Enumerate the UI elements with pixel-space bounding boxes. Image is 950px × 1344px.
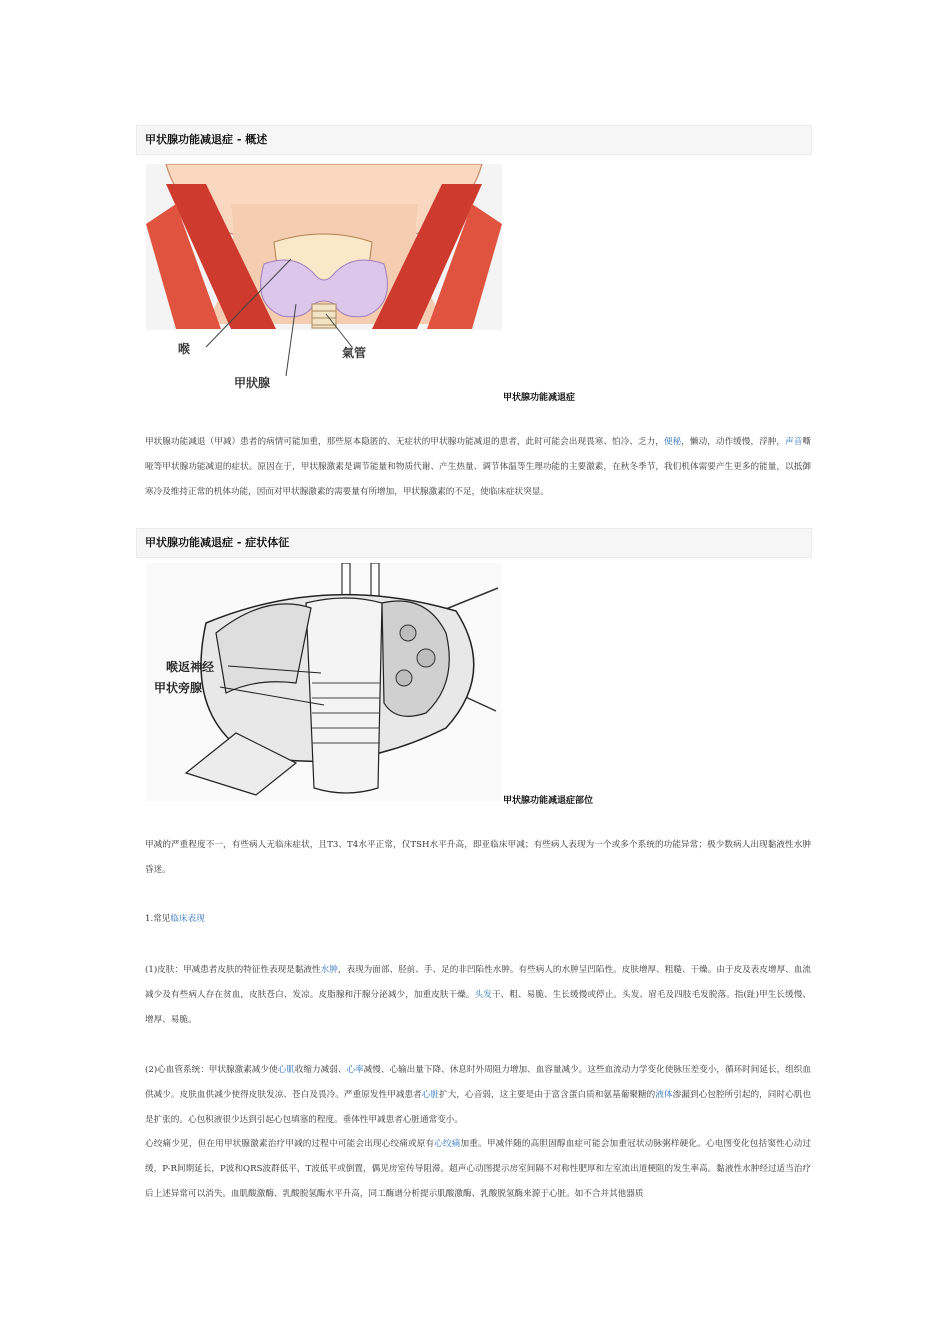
section-header-symptoms [136,528,812,558]
link-constipation[interactable]: 便秘 [663,437,682,447]
link-voice[interactable]: 声音 [785,437,803,447]
link-heart[interactable]: 心脏 [421,1090,440,1100]
overview-paragraph: 甲状腺功能减退（甲减）患者的病情可能加重，那些原本隐匿的、无症状的甲状腺功能减退的患者，此时可能会出现畏寒、怕冷、乏力，便秘，懒动，动作缓慢，浮肿，声音嘶哑等甲状腺功能减退的症状。原因在于，甲状腺激素是调节能量和物质代谢、产生热量、调节体温等生理功能的主要激素，在秋冬季节，我们机体需要产生更多的能量，以抵御寒冷及维持正常的机体功能，因而对甲状腺激素的需要量有所增加，甲状腺激素的不足，使临床症状突显。 [145,437,811,497]
label-recurrent-nerve: 喉返神经 [166,660,215,674]
section-title: 甲状腺功能减退症 - 概述 [145,133,268,146]
label-trachea: 氣管 [342,346,367,360]
section-header-overview [136,125,812,155]
link-edema[interactable]: 水肿 [320,965,338,975]
link-angina[interactable]: 心绞痛 [434,1139,461,1149]
link-heart-rate[interactable]: 心率 [346,1065,364,1075]
skin-paragraph: (1)皮肤：甲减患者皮肤的特征性表现是黏液性水肿，表现为面部、胫前、手、足的非凹陷性水肿。有些病人的水肿呈凹陷性。皮肤增厚、粗糙、干燥。由于皮及表皮增厚、血流减少及有些病人存在贫血，皮肤苍白、发凉。皮脂腺和汗腺分泌减少，加重皮肤干燥。头发干、粗、易脆、生长缓慢或停止。头发、眉毛及四肢毛发脱落。指(趾)甲生长缓慢、增厚、易脆。 [145,965,811,1025]
section-title: 甲状腺功能减退症 - 症状体征 [145,536,290,549]
surgical-sketch-svg [146,563,502,801]
cardio-paragraph: (2)心血管系统：甲状腺激素减少使心肌收缩力减弱、心率减慢、心输出量下降、休息时外周阻力增加、血容量减少。这些血流动力学变化使脉压差变小，循环时间延长，组织血供减少。皮肤血供减少使得皮肤发凉、苍白及畏冷。严重原发性甲减患者心脏扩大，心音弱，这主要是由于富含蛋白质和氨基葡聚糖的液体渗漏到心包腔所引起的，同时心肌也是扩张的。心包积液很少达到引起心包填塞的程度。垂体性甲减患者心脏通常变小。 [145,1065,811,1125]
link-fluid[interactable]: 液体 [655,1090,673,1100]
label-parathyroid: 甲状旁腺 [154,681,203,695]
surgical-sketch-illustration [146,563,502,801]
link-clinical-manifestations[interactable]: 临床表现 [170,914,205,924]
label-larynx: 喉 [178,342,191,356]
symptoms-intro-paragraph: 甲减的严重程度不一，有些病人无临床症状，且T3、T4水平正常，仅TSH水平升高，即亚临床甲减；有些病人表现为一个或多个系统的功能异常；极少数病人出现黏液性水肿昏迷。 [145,840,811,875]
thyroid-neck-illustration [146,164,502,396]
thyroid-neck-svg [146,164,502,396]
link-myocardium[interactable]: 心肌 [277,1065,295,1075]
link-hair[interactable]: 头发 [474,990,492,1000]
figure-caption: 甲状腺功能减退症 [503,393,576,403]
label-thyroid: 甲狀腺 [234,376,271,390]
clinical-subheading: 1.常见临床表现 [145,914,205,924]
figure-caption: 甲状腺功能减退症部位 [503,796,594,806]
angina-paragraph: 心绞痛少见，但在用甲状腺激素治疗甲减的过程中可能会出现心绞痛或原有心绞痛加重。甲减伴随的高胆固醇血症可能会加重冠状动脉粥样硬化。心电图变化包括窦性心动过缓，P-R间期延长，P波和QRS波群低平，T波低平或倒置，偶见房室传导阻滞。超声心动图提示房室间隔不对称性肥厚和左室流出道梗阻的发生率高。黏液性水肿经过适当治疗后上述异常可以消失。血肌酸激酶、乳酸脱氢酶水平升高，同工酶谱分析提示肌酸激酶、乳酸脱氢酶来源于心脏。如不合并其他器质 [145,1139,811,1199]
